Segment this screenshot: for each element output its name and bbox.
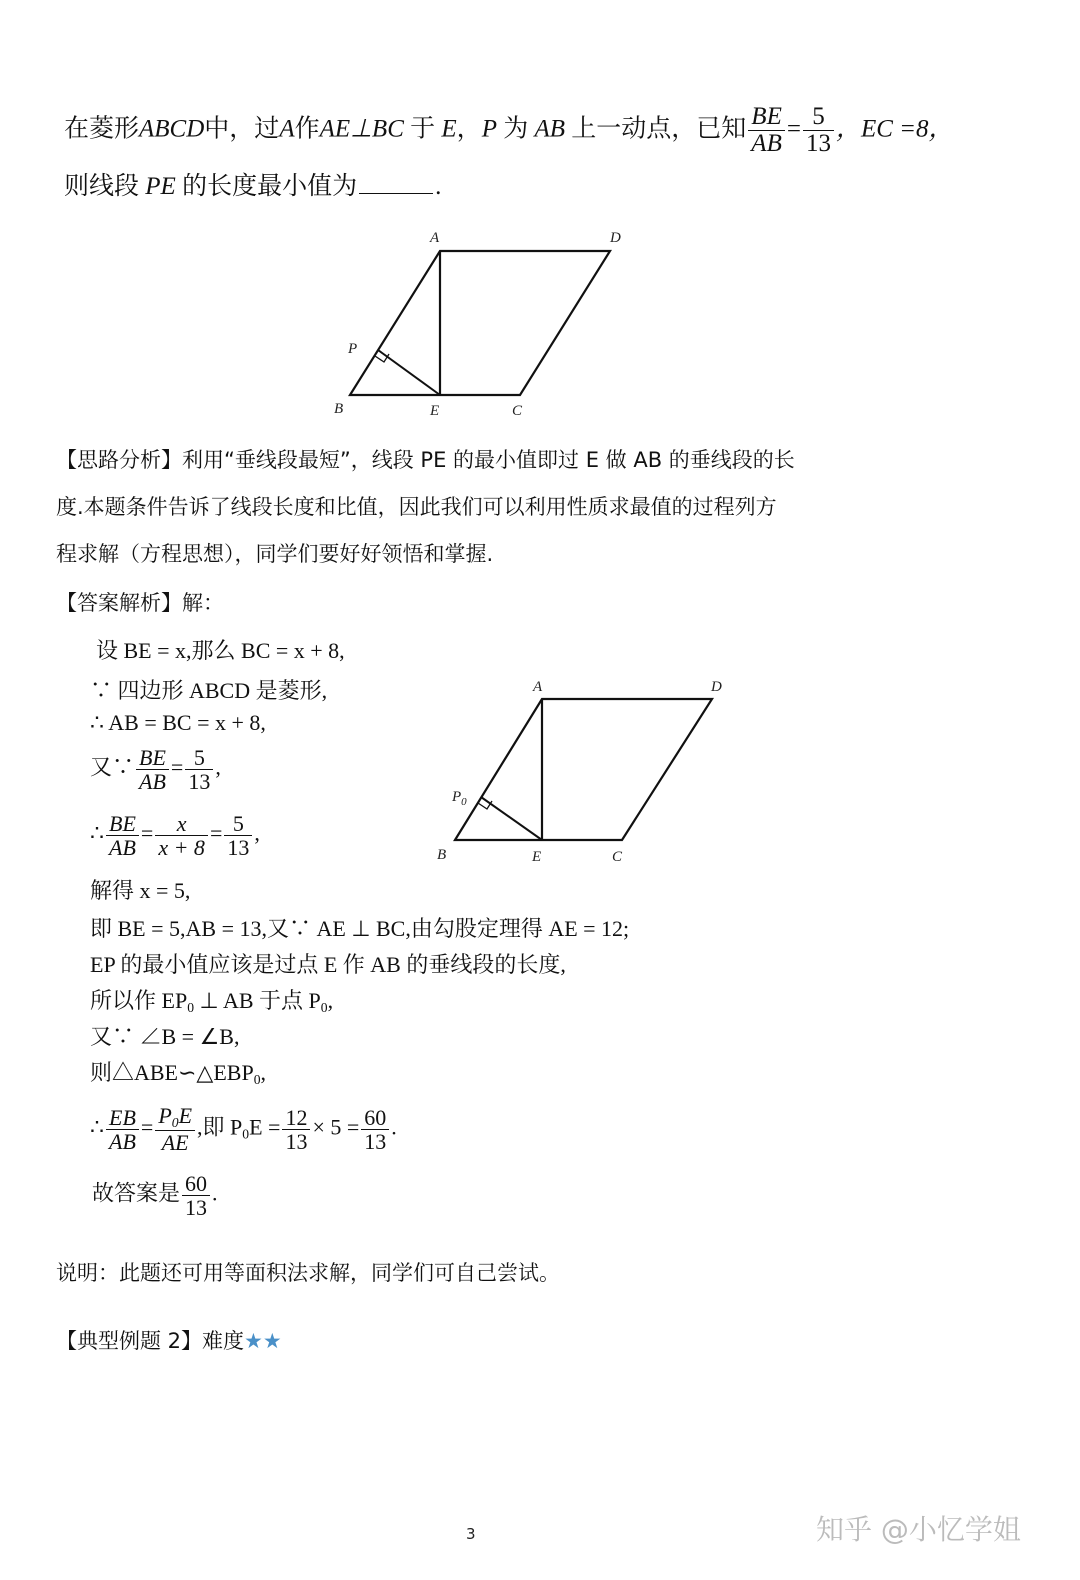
label-p: P (348, 341, 358, 357)
fraction-60-13: $\frac{60}{13}$ (361, 1106, 389, 1153)
question-text: 为 (503, 115, 529, 143)
answer-heading-tail: 解： (182, 591, 224, 615)
analysis-heading: 【思路分析】 (56, 448, 182, 472)
answer-heading: 【答案解析】 (56, 591, 182, 615)
fraction-be-ab: $\frac{BE}{AB}$ (136, 746, 169, 793)
question-text: 在菱形 (64, 115, 140, 143)
solution-step-11: 则$\triangle ABE∽\triangle EBP_0$, (90, 1060, 267, 1088)
rhombus-figure-1 (320, 225, 640, 425)
solution-step-9: 所以作 $EP_0$ ⊥ AB 于点 $P_0$, (90, 988, 334, 1016)
solution-step-4: 又∵ $\frac{BE}{AB}$ = $\frac{5}{13}$ , (90, 745, 221, 795)
difficulty-stars: ★★ (244, 1329, 282, 1353)
question-text: 作 (294, 115, 320, 143)
fraction-x-over-x-plus-8: $\frac{x}{x + 8}$ (155, 812, 208, 859)
solution-step-8: EP 的最小值应该是过点 E 作 AB 的垂线段的长度, (90, 952, 566, 977)
example-2-label: 【典型例题 2】难度 (56, 1329, 245, 1353)
question-text: ， (456, 115, 482, 143)
label-b: B (334, 401, 344, 417)
math-ae-perp-bc: AE⊥BC (319, 115, 404, 143)
label-e: E (430, 403, 440, 419)
fraction-5-13: $\frac{5}{13}$ (224, 812, 252, 859)
question-text: 的长度最小值为 (182, 173, 358, 200)
question-line-2 (64, 166, 441, 202)
math-ab: AB (534, 115, 566, 143)
solution-step-13: 故答案是 $\frac{60}{13}$ . (92, 1171, 218, 1221)
solution-step-2: ∵ 四边形 ABCD 是菱形, (90, 678, 328, 703)
math-ec-eq-8: ，EC =8， (835, 115, 954, 143)
label-d: D (610, 230, 621, 246)
label-c: C (512, 403, 523, 419)
fraction-60-13: $\frac{60}{13}$ (182, 1172, 210, 1219)
analysis-text: 利用“垂线段最短”，线段 PE 的最小值即过 E 做 AB 的垂线段的长 (182, 448, 795, 472)
math-e: E (441, 115, 457, 143)
rhombus-figure-2 (430, 675, 750, 875)
answer-blank (359, 173, 433, 194)
question-text: 于 (410, 115, 436, 143)
solution-step-5: ∴ $\frac{BE}{AB}$ = $\frac{x}{x + 8}$ = $\frac{5}{13}$ , (90, 811, 260, 861)
label-d: D (711, 679, 722, 695)
solution-step-7: 即 BE = 5,AB = 13,又∵ AE ⊥ BC,由勾股定理得 AE = 12; (90, 916, 630, 941)
solution-step-1: 设 BE = x,那么 BC = x + 8, (96, 638, 345, 663)
analysis-text: 度.本题条件告诉了线段长度和比值，因此我们可以利用性质求最值的过程列方 (56, 495, 777, 519)
label-a: A (533, 679, 543, 695)
equals-sign: = (786, 115, 801, 143)
rhombus-abcd (350, 251, 610, 395)
analysis-line-3 (56, 531, 493, 577)
question-text: . (435, 173, 442, 200)
question-text: 中，过 (204, 115, 280, 143)
solution-step-10: 又∵ ∠B = ∠B, (90, 1024, 240, 1049)
math-pe: PE (145, 173, 176, 200)
rhombus-abcd (455, 699, 712, 840)
fraction-5-13: $\frac{5}{13}$ (803, 104, 834, 158)
page-number: 3 (466, 1525, 476, 1543)
fraction-be-ab: $\frac{BE}{AB}$ (748, 104, 785, 158)
note-line (56, 1250, 560, 1296)
question-text: 则线段 (64, 173, 140, 200)
fraction-5-13: $\frac{5}{13}$ (185, 746, 213, 793)
question-text: 上一动点，已知 (571, 115, 747, 143)
fraction-p0e-ae: $\frac{P_0E}{AE}$ (155, 1104, 195, 1154)
math-p: P (481, 115, 497, 143)
solution-step-3: ∴ AB = BC = x + 8, (90, 710, 266, 735)
solution-step-12: ∴ $\frac{EB}{AB}$ = $\frac{P_0E}{AE}$ ,即 $P_0E$ = $\frac{12}{13}$ × 5 = $\frac{60}{13}$ . (90, 1103, 397, 1156)
analysis-line-1 (56, 437, 795, 483)
label-b: B (437, 847, 447, 863)
math-abcd: ABCD (139, 115, 205, 143)
fraction-12-13: $\frac{12}{13}$ (282, 1106, 310, 1153)
fraction-eb-ab: $\frac{EB}{AB}$ (106, 1106, 139, 1153)
label-p0: $P_0$ (452, 789, 467, 808)
label-c: C (612, 849, 623, 865)
analysis-line-2 (56, 484, 777, 530)
math-a: A (279, 115, 295, 143)
right-angle-mark (375, 354, 389, 362)
answer-heading-line (56, 580, 224, 626)
fraction-be-ab: $\frac{BE}{AB}$ (106, 812, 139, 859)
question-line-1 (64, 104, 954, 158)
solution-step-6: 解得 x = 5, (90, 878, 191, 903)
label-a: A (430, 230, 440, 246)
watermark: 知乎 @小忆学姐 (816, 1513, 1021, 1546)
example-2-heading (56, 1318, 282, 1364)
label-e: E (532, 849, 542, 865)
note-text: 说明：此题还可用等面积法求解，同学们可自己尝试。 (56, 1261, 560, 1285)
analysis-text: 程求解（方程思想），同学们要好好领悟和掌握. (56, 542, 494, 566)
